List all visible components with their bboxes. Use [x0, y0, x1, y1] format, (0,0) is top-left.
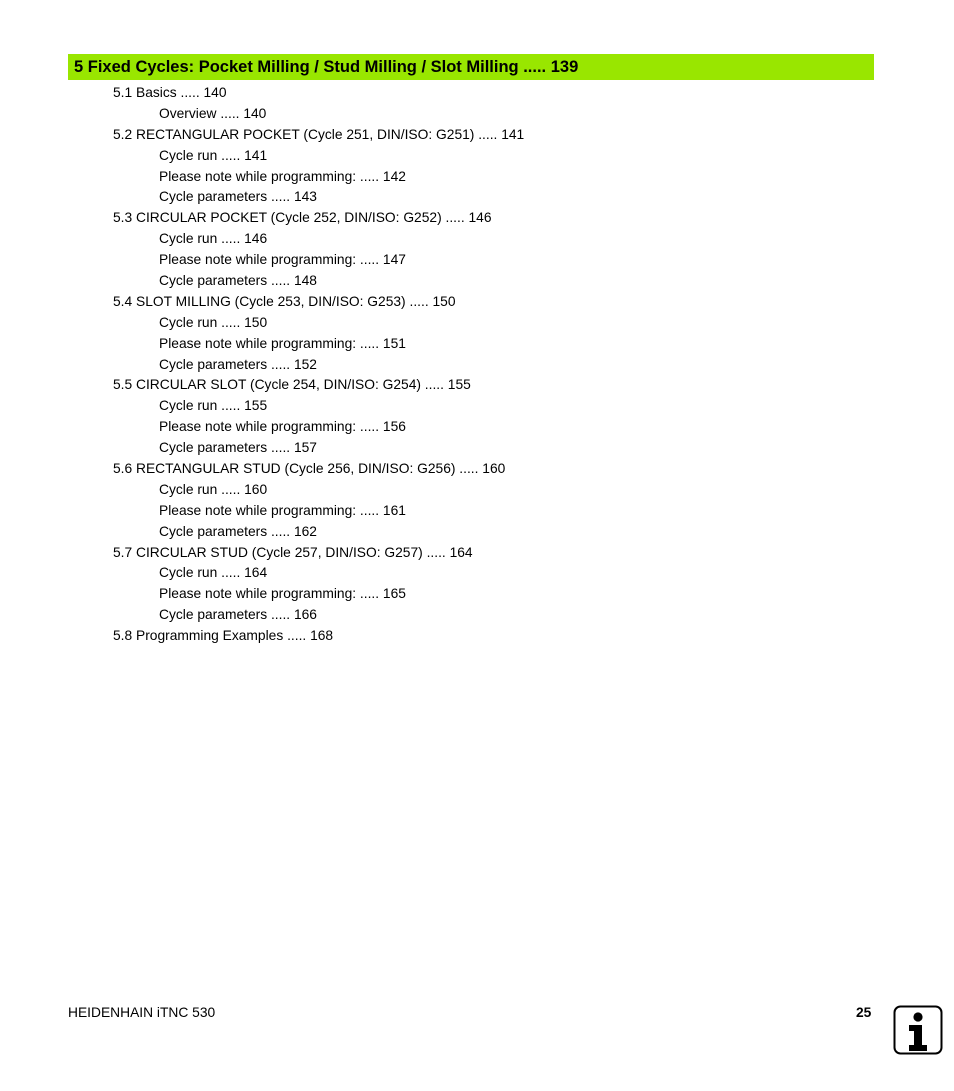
toc-entry[interactable]: Overview ..... 140 — [159, 105, 267, 121]
toc-entry[interactable]: Please note while programming: ..... 161 — [159, 502, 406, 518]
toc-entry[interactable]: Cycle parameters ..... 166 — [159, 607, 317, 623]
toc-entry[interactable]: Cycle run ..... 146 — [159, 231, 268, 247]
toc-entry[interactable]: 5.5 CIRCULAR SLOT (Cycle 254, DIN/ISO: G254) ..... 155 — [113, 377, 471, 393]
chapter-title[interactable]: 5 Fixed Cycles: Pocket Milling / Stud Milling / Slot Milling ..... 139 — [68, 54, 874, 80]
footer-title: HEIDENHAIN iTNC 530 — [68, 1005, 216, 1020]
toc-entry[interactable]: Cycle parameters ..... 162 — [159, 523, 317, 539]
toc-entry[interactable]: Cycle parameters ..... 152 — [159, 356, 317, 372]
table-of-contents — [0, 83, 954, 647]
toc-entry[interactable]: Please note while programming: ..... 151 — [159, 335, 406, 351]
info-icon — [893, 1005, 943, 1055]
toc-entry[interactable]: 5.3 CIRCULAR POCKET (Cycle 252, DIN/ISO: G252) ..... 146 — [113, 210, 492, 226]
toc-entry[interactable]: Please note while programming: ..... 142 — [159, 168, 406, 184]
toc-entry[interactable]: 5.8 Programming Examples ..... 168 — [113, 628, 334, 644]
toc-entry[interactable]: Cycle run ..... 160 — [159, 481, 268, 497]
toc-entry[interactable]: Cycle run ..... 141 — [159, 147, 268, 163]
toc-entry[interactable]: Cycle parameters ..... 148 — [159, 273, 317, 289]
page-number: 25 — [856, 1005, 872, 1020]
toc-entry[interactable]: 5.2 RECTANGULAR POCKET (Cycle 251, DIN/ISO: G251) ..... 141 — [113, 126, 525, 142]
toc-entry[interactable]: 5.1 Basics ..... 140 — [113, 85, 227, 100]
toc-entry[interactable]: Please note while programming: ..... 156 — [159, 419, 406, 435]
toc-entry[interactable]: 5.6 RECTANGULAR STUD (Cycle 256, DIN/ISO: G256) ..... 160 — [113, 461, 506, 477]
toc-entry[interactable]: 5.7 CIRCULAR STUD (Cycle 257, DIN/ISO: G257) ..... 164 — [113, 544, 473, 560]
toc-entry[interactable]: Please note while programming: ..... 147 — [159, 252, 406, 268]
toc-entry[interactable]: Cycle parameters ..... 157 — [159, 440, 317, 456]
toc-entry[interactable]: Cycle run ..... 164 — [159, 565, 268, 581]
toc-entry[interactable]: 5.4 SLOT MILLING (Cycle 253, DIN/ISO: G253) ..... 150 — [113, 293, 456, 309]
toc-entry[interactable]: Cycle run ..... 155 — [159, 398, 268, 414]
toc-entry[interactable]: Cycle parameters ..... 143 — [159, 189, 317, 205]
toc-entry[interactable]: Please note while programming: ..... 165 — [159, 586, 406, 602]
toc-entry[interactable]: Cycle run ..... 150 — [159, 314, 268, 330]
